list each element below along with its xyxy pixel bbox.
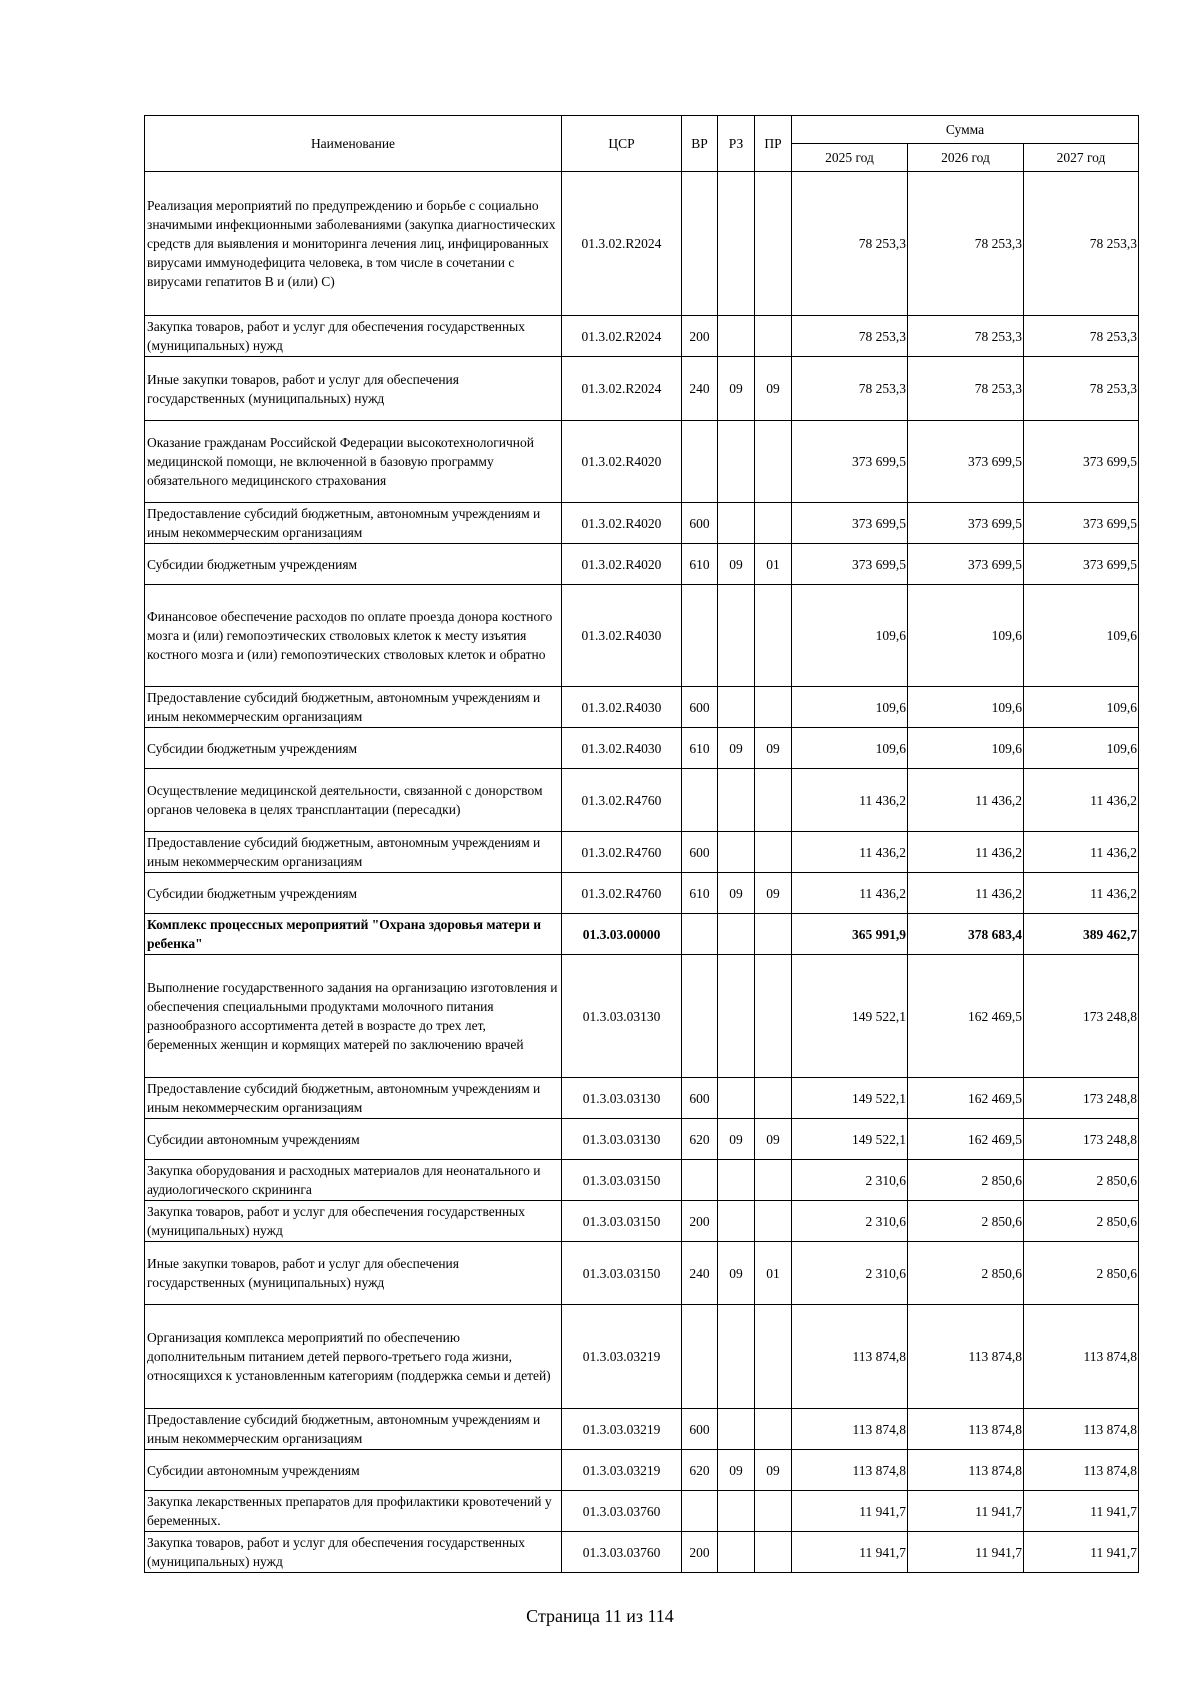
row-sum-2025: 78 253,3	[792, 172, 908, 316]
row-name: Субсидии бюджетным учреждениям	[145, 873, 562, 914]
row-name: Предоставление субсидий бюджетным, автономным учреждениям и иным некоммерческим организациям	[145, 503, 562, 544]
row-vr: 200	[682, 1201, 718, 1242]
row-rz	[718, 687, 755, 728]
row-sum-2026: 2 850,6	[908, 1160, 1024, 1201]
row-csr: 01.3.03.03150	[562, 1242, 682, 1305]
table-row	[145, 873, 1139, 914]
row-rz	[718, 172, 755, 316]
table-row	[145, 832, 1139, 873]
table-body	[145, 172, 1139, 1573]
row-vr: 600	[682, 1078, 718, 1119]
row-vr: 600	[682, 1409, 718, 1450]
row-sum-2025: 113 874,8	[792, 1450, 908, 1491]
row-sum-2027: 173 248,8	[1024, 1119, 1139, 1160]
row-vr	[682, 1160, 718, 1201]
row-pr	[755, 955, 792, 1078]
row-vr: 610	[682, 728, 718, 769]
row-name: Оказание гражданам Российской Федерации высокотехнологичной медицинской помощи, не включенной в базовую программу обязательного медицинского страхования	[145, 421, 562, 503]
table-row	[145, 914, 1139, 955]
row-name: Субсидии автономным учреждениям	[145, 1119, 562, 1160]
row-csr: 01.3.02.R2024	[562, 357, 682, 421]
row-sum-2027: 389 462,7	[1024, 914, 1139, 955]
row-name: Закупка оборудования и расходных материалов для неонатального и аудиологического скрининга	[145, 1160, 562, 1201]
row-sum-2026: 109,6	[908, 585, 1024, 687]
row-pr: 01	[755, 1242, 792, 1305]
row-csr: 01.3.02.R4020	[562, 503, 682, 544]
row-pr: 09	[755, 1450, 792, 1491]
row-rz	[718, 1491, 755, 1532]
row-csr: 01.3.03.03130	[562, 1119, 682, 1160]
row-name: Субсидии бюджетным учреждениям	[145, 728, 562, 769]
row-sum-2026: 113 874,8	[908, 1450, 1024, 1491]
table-row	[145, 1242, 1139, 1305]
header-csr: ЦСР	[562, 116, 682, 172]
row-sum-2025: 373 699,5	[792, 544, 908, 585]
row-rz	[718, 503, 755, 544]
header-2026: 2026 год	[908, 144, 1024, 172]
row-rz: 09	[718, 728, 755, 769]
header-2027: 2027 год	[1024, 144, 1139, 172]
row-name: Иные закупки товаров, работ и услуг для обеспечения государственных (муниципальных) нужд	[145, 357, 562, 421]
row-rz	[718, 769, 755, 832]
row-sum-2026: 78 253,3	[908, 172, 1024, 316]
row-sum-2025: 11 941,7	[792, 1532, 908, 1573]
table-row	[145, 1305, 1139, 1409]
row-csr: 01.3.03.03219	[562, 1450, 682, 1491]
row-vr: 610	[682, 873, 718, 914]
row-sum-2027: 11 436,2	[1024, 873, 1139, 914]
row-csr: 01.3.02.R4760	[562, 873, 682, 914]
row-sum-2027: 109,6	[1024, 585, 1139, 687]
row-rz	[718, 1160, 755, 1201]
row-vr: 610	[682, 544, 718, 585]
row-rz: 09	[718, 1119, 755, 1160]
row-csr: 01.3.02.R2024	[562, 172, 682, 316]
row-vr: 200	[682, 1532, 718, 1573]
row-pr	[755, 687, 792, 728]
row-sum-2025: 149 522,1	[792, 955, 908, 1078]
row-pr	[755, 503, 792, 544]
row-vr	[682, 172, 718, 316]
row-pr	[755, 914, 792, 955]
row-name: Финансовое обеспечение расходов по оплате проезда донора костного мозга и (или) гемопоэтических стволовых клеток к месту изъятия костного мозга и (или) гемопоэтических стволовых клеток и обратно	[145, 585, 562, 687]
row-pr	[755, 1201, 792, 1242]
row-vr	[682, 421, 718, 503]
row-sum-2025: 109,6	[792, 585, 908, 687]
table-row	[145, 1119, 1139, 1160]
row-pr	[755, 585, 792, 687]
row-csr: 01.3.02.R2024	[562, 316, 682, 357]
row-sum-2027: 113 874,8	[1024, 1450, 1139, 1491]
row-sum-2026: 11 436,2	[908, 769, 1024, 832]
row-sum-2026: 113 874,8	[908, 1305, 1024, 1409]
row-pr	[755, 1491, 792, 1532]
row-vr: 620	[682, 1450, 718, 1491]
row-vr: 240	[682, 1242, 718, 1305]
row-sum-2026: 2 850,6	[908, 1242, 1024, 1305]
table-row	[145, 1078, 1139, 1119]
row-sum-2026: 373 699,5	[908, 503, 1024, 544]
table-row	[145, 769, 1139, 832]
row-sum-2026: 11 436,2	[908, 873, 1024, 914]
row-sum-2025: 365 991,9	[792, 914, 908, 955]
table-row	[145, 1201, 1139, 1242]
row-sum-2025: 109,6	[792, 687, 908, 728]
row-csr: 01.3.03.03219	[562, 1305, 682, 1409]
row-vr	[682, 769, 718, 832]
page-number: Страница 11 из 114	[526, 1606, 674, 1626]
row-name: Субсидии бюджетным учреждениям	[145, 544, 562, 585]
row-rz: 09	[718, 873, 755, 914]
row-pr: 09	[755, 728, 792, 769]
row-rz	[718, 1078, 755, 1119]
row-name: Иные закупки товаров, работ и услуг для обеспечения государственных (муниципальных) нужд	[145, 1242, 562, 1305]
row-sum-2026: 11 941,7	[908, 1491, 1024, 1532]
row-csr: 01.3.03.03130	[562, 955, 682, 1078]
row-pr: 09	[755, 873, 792, 914]
row-sum-2027: 78 253,3	[1024, 357, 1139, 421]
row-name: Предоставление субсидий бюджетным, автономным учреждениям и иным некоммерческим организациям	[145, 832, 562, 873]
row-pr	[755, 769, 792, 832]
row-sum-2027: 11 941,7	[1024, 1491, 1139, 1532]
row-sum-2026: 373 699,5	[908, 421, 1024, 503]
row-sum-2026: 162 469,5	[908, 1119, 1024, 1160]
row-sum-2027: 109,6	[1024, 687, 1139, 728]
row-sum-2027: 2 850,6	[1024, 1242, 1139, 1305]
row-sum-2026: 109,6	[908, 687, 1024, 728]
row-pr	[755, 1160, 792, 1201]
header-pr: ПР	[755, 116, 792, 172]
row-pr	[755, 1409, 792, 1450]
row-name: Предоставление субсидий бюджетным, автономным учреждениям и иным некоммерческим организациям	[145, 1409, 562, 1450]
row-sum-2025: 2 310,6	[792, 1201, 908, 1242]
header-2025: 2025 год	[792, 144, 908, 172]
row-csr: 01.3.02.R4760	[562, 832, 682, 873]
row-csr: 01.3.03.03150	[562, 1201, 682, 1242]
row-rz: 09	[718, 357, 755, 421]
row-sum-2025: 11 941,7	[792, 1491, 908, 1532]
table-row	[145, 585, 1139, 687]
row-pr	[755, 1305, 792, 1409]
row-name: Предоставление субсидий бюджетным, автономным учреждениям и иным некоммерческим организациям	[145, 687, 562, 728]
row-csr: 01.3.02.R4030	[562, 728, 682, 769]
row-sum-2026: 162 469,5	[908, 955, 1024, 1078]
table-row	[145, 316, 1139, 357]
table-row	[145, 357, 1139, 421]
table-row	[145, 1409, 1139, 1450]
table-header	[145, 116, 1139, 172]
row-sum-2027: 11 436,2	[1024, 769, 1139, 832]
row-rz	[718, 1201, 755, 1242]
row-sum-2027: 373 699,5	[1024, 421, 1139, 503]
row-vr: 600	[682, 503, 718, 544]
row-sum-2025: 78 253,3	[792, 316, 908, 357]
row-sum-2025: 109,6	[792, 728, 908, 769]
row-rz: 09	[718, 1450, 755, 1491]
table-row	[145, 172, 1139, 316]
row-sum-2025: 113 874,8	[792, 1305, 908, 1409]
row-rz: 09	[718, 544, 755, 585]
row-vr	[682, 1305, 718, 1409]
row-pr	[755, 1532, 792, 1573]
row-vr: 600	[682, 687, 718, 728]
row-rz	[718, 585, 755, 687]
row-sum-2025: 2 310,6	[792, 1160, 908, 1201]
row-pr	[755, 421, 792, 503]
row-name: Организация комплекса мероприятий по обеспечению дополнительным питанием детей первого-третьего года жизни, относящихся к установленным категориям (поддержка семьи и детей)	[145, 1305, 562, 1409]
row-name: Субсидии автономным учреждениям	[145, 1450, 562, 1491]
header-sum: Сумма	[792, 116, 1139, 144]
row-sum-2026: 78 253,3	[908, 357, 1024, 421]
row-vr: 240	[682, 357, 718, 421]
row-rz	[718, 316, 755, 357]
row-pr	[755, 1078, 792, 1119]
row-sum-2025: 78 253,3	[792, 357, 908, 421]
row-csr: 01.3.02.R4030	[562, 585, 682, 687]
row-pr: 09	[755, 1119, 792, 1160]
row-sum-2027: 109,6	[1024, 728, 1139, 769]
row-sum-2025: 373 699,5	[792, 421, 908, 503]
row-vr	[682, 585, 718, 687]
row-rz	[718, 1409, 755, 1450]
row-csr: 01.3.03.03130	[562, 1078, 682, 1119]
row-rz	[718, 955, 755, 1078]
row-csr: 01.3.03.03760	[562, 1532, 682, 1573]
table-row	[145, 1450, 1139, 1491]
header-vr: ВР	[682, 116, 718, 172]
row-sum-2026: 373 699,5	[908, 544, 1024, 585]
table-row	[145, 421, 1139, 503]
row-vr: 600	[682, 832, 718, 873]
row-rz	[718, 914, 755, 955]
row-csr: 01.3.02.R4020	[562, 544, 682, 585]
row-csr: 01.3.03.03150	[562, 1160, 682, 1201]
row-sum-2027: 113 874,8	[1024, 1305, 1139, 1409]
row-sum-2026: 11 941,7	[908, 1532, 1024, 1573]
row-sum-2027: 11 941,7	[1024, 1532, 1139, 1573]
row-sum-2025: 11 436,2	[792, 769, 908, 832]
row-sum-2026: 11 436,2	[908, 832, 1024, 873]
row-sum-2026: 109,6	[908, 728, 1024, 769]
table-row	[145, 1532, 1139, 1573]
row-csr: 01.3.02.R4020	[562, 421, 682, 503]
row-sum-2027: 173 248,8	[1024, 955, 1139, 1078]
row-sum-2025: 373 699,5	[792, 503, 908, 544]
row-pr	[755, 172, 792, 316]
row-pr: 09	[755, 357, 792, 421]
row-pr	[755, 832, 792, 873]
table-row	[145, 544, 1139, 585]
row-name: Закупка лекарственных препаратов для профилактики кровотечений у беременных.	[145, 1491, 562, 1532]
row-vr: 200	[682, 316, 718, 357]
table-row	[145, 1160, 1139, 1201]
budget-table-container	[144, 115, 1138, 1573]
row-sum-2027: 11 436,2	[1024, 832, 1139, 873]
row-vr	[682, 914, 718, 955]
header-name: Наименование	[145, 116, 562, 172]
row-sum-2027: 78 253,3	[1024, 316, 1139, 357]
row-pr: 01	[755, 544, 792, 585]
table-row	[145, 728, 1139, 769]
row-name: Реализация мероприятий по предупреждению и борьбе с социально значимыми инфекционными заболеваниями (закупка диагностических средств для выявления и мониторинга лечения лиц, инфицированных вирусами иммунодефицита человека, в том числе в сочетании с вирусами гепатитов В и (или) С)	[145, 172, 562, 316]
row-csr: 01.3.02.R4760	[562, 769, 682, 832]
row-rz	[718, 1532, 755, 1573]
row-sum-2025: 2 310,6	[792, 1242, 908, 1305]
row-csr: 01.3.03.03760	[562, 1491, 682, 1532]
row-sum-2025: 11 436,2	[792, 873, 908, 914]
table-row	[145, 955, 1139, 1078]
row-sum-2025: 11 436,2	[792, 832, 908, 873]
row-csr: 01.3.03.00000	[562, 914, 682, 955]
row-sum-2026: 78 253,3	[908, 316, 1024, 357]
row-rz	[718, 832, 755, 873]
row-sum-2025: 113 874,8	[792, 1409, 908, 1450]
row-sum-2027: 78 253,3	[1024, 172, 1139, 316]
row-name: Осуществление медицинской деятельности, связанной с донорством органов человека в целях трансплантации (пересадки)	[145, 769, 562, 832]
row-sum-2027: 2 850,6	[1024, 1160, 1139, 1201]
row-sum-2027: 173 248,8	[1024, 1078, 1139, 1119]
row-name: Предоставление субсидий бюджетным, автономным учреждениям и иным некоммерческим организациям	[145, 1078, 562, 1119]
table-row	[145, 1491, 1139, 1532]
row-csr: 01.3.03.03219	[562, 1409, 682, 1450]
row-sum-2027: 373 699,5	[1024, 503, 1139, 544]
header-rz: РЗ	[718, 116, 755, 172]
row-vr	[682, 1491, 718, 1532]
row-rz: 09	[718, 1242, 755, 1305]
row-sum-2027: 2 850,6	[1024, 1201, 1139, 1242]
row-rz	[718, 1305, 755, 1409]
row-sum-2027: 113 874,8	[1024, 1409, 1139, 1450]
row-sum-2025: 149 522,1	[792, 1119, 908, 1160]
row-name: Комплекс процессных мероприятий "Охрана здоровья матери и ребенка"	[145, 914, 562, 955]
row-sum-2026: 2 850,6	[908, 1201, 1024, 1242]
row-csr: 01.3.02.R4030	[562, 687, 682, 728]
row-sum-2025: 149 522,1	[792, 1078, 908, 1119]
table-row	[145, 503, 1139, 544]
row-sum-2026: 378 683,4	[908, 914, 1024, 955]
budget-table	[144, 115, 1139, 1573]
row-sum-2026: 113 874,8	[908, 1409, 1024, 1450]
row-vr	[682, 955, 718, 1078]
row-pr	[755, 316, 792, 357]
row-name: Закупка товаров, работ и услуг для обеспечения государственных (муниципальных) нужд	[145, 316, 562, 357]
row-name: Закупка товаров, работ и услуг для обеспечения государственных (муниципальных) нужд	[145, 1201, 562, 1242]
row-name: Выполнение государственного задания на организацию изготовления и обеспечения специальными продуктами молочного питания разнообразного ассортимента детей в возрасте до трех лет, беременных женщин и кормящих матерей по заключению врачей	[145, 955, 562, 1078]
table-row	[145, 687, 1139, 728]
row-vr: 620	[682, 1119, 718, 1160]
row-rz	[718, 421, 755, 503]
row-name: Закупка товаров, работ и услуг для обеспечения государственных (муниципальных) нужд	[145, 1532, 562, 1573]
row-sum-2027: 373 699,5	[1024, 544, 1139, 585]
row-sum-2026: 162 469,5	[908, 1078, 1024, 1119]
